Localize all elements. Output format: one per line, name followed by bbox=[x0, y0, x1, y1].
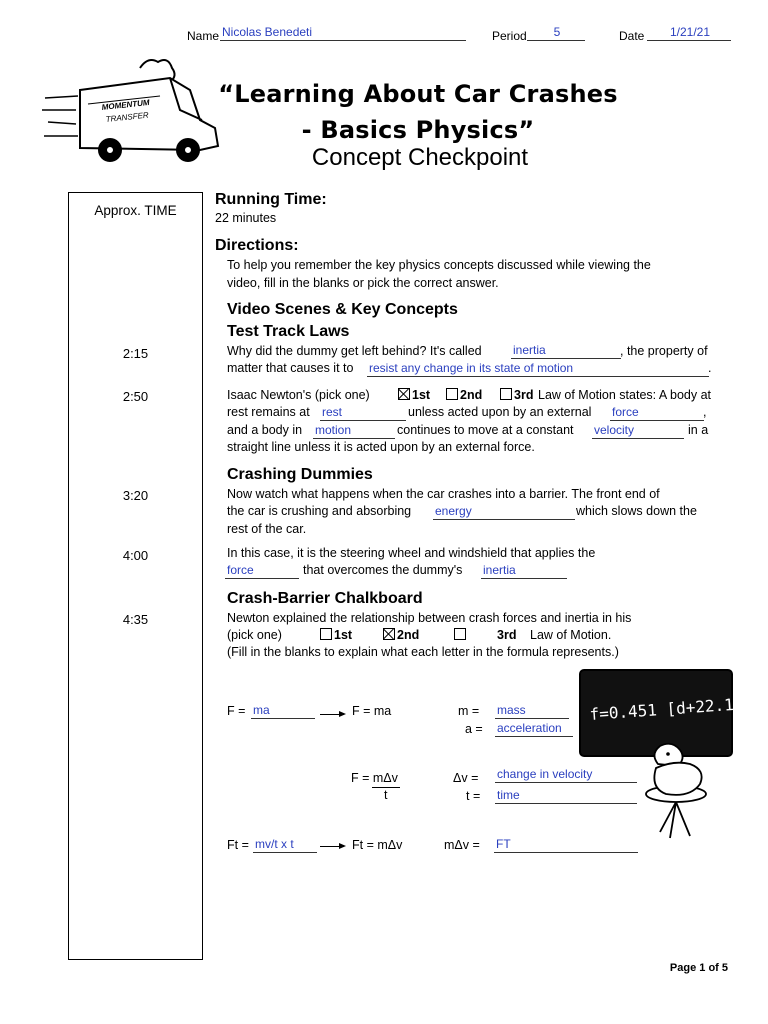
dv-label: Δv = bbox=[453, 771, 479, 785]
force-field[interactable]: force bbox=[610, 405, 704, 421]
title-line-2: - Basics Physics” bbox=[301, 116, 535, 144]
option-label: 3rd bbox=[497, 628, 517, 642]
q1-text: matter that causes it to bbox=[227, 361, 354, 375]
f-mdv-denominator: t bbox=[384, 788, 388, 802]
mdv-field[interactable]: FT bbox=[494, 837, 638, 853]
date-field[interactable]: 1/21/21 bbox=[647, 25, 731, 41]
q1-text: . bbox=[708, 361, 712, 375]
option-label: 2nd bbox=[460, 388, 483, 402]
logo-line1: MOMENTUM bbox=[101, 98, 150, 112]
checkbox[interactable] bbox=[454, 628, 466, 640]
crashing-text: Now watch what happens when the car crashes into a barrier. The front end of bbox=[227, 487, 660, 501]
checkbox[interactable] bbox=[446, 388, 458, 400]
scenes-heading: Video Scenes & Key Concepts bbox=[227, 301, 458, 318]
q2-text: , bbox=[703, 405, 707, 419]
q2-text: Law of Motion states: A body at bbox=[538, 388, 712, 402]
chalkboard-heading: Crash-Barrier Chalkboard bbox=[227, 590, 423, 607]
q1-text: , the property of bbox=[620, 344, 708, 358]
chalkboard-text: (Fill in the blanks to explain what each letter in the formula represents.) bbox=[227, 645, 619, 659]
option-label: 2nd bbox=[397, 628, 420, 642]
time-heading: Approx. TIME bbox=[94, 203, 177, 218]
crashing-dummies-heading: Crashing Dummies bbox=[227, 466, 373, 483]
directions-line: video, fill in the blanks or pick the correct answer. bbox=[227, 276, 499, 290]
resist-change-field[interactable]: resist any change in its state of motion bbox=[367, 361, 709, 377]
dv-field[interactable]: change in velocity bbox=[495, 767, 637, 783]
crashing-text: rest of the car. bbox=[227, 522, 307, 536]
name-label: Name bbox=[187, 29, 220, 43]
chalkboard-text: Law of Motion. bbox=[530, 628, 612, 642]
f-label: F = bbox=[227, 704, 246, 718]
period-label: Period bbox=[492, 29, 527, 43]
time-entry: 3:20 bbox=[122, 488, 149, 503]
subtitle: Concept Checkpoint bbox=[311, 144, 529, 171]
q2-text: unless acted upon by an external bbox=[408, 405, 592, 419]
q2-text: straight line unless it is acted upon by an external force. bbox=[227, 440, 535, 454]
velocity-field[interactable]: velocity bbox=[592, 423, 684, 439]
chalkboard-formula: f=0.451 [d+22.1 bbox=[588, 694, 735, 724]
energy-field[interactable]: energy bbox=[433, 504, 575, 520]
name-field[interactable]: Nicolas Benedeti bbox=[220, 25, 466, 41]
ft-label: Ft = bbox=[227, 838, 249, 852]
title-line-1: “Learning About Car Crashes bbox=[218, 80, 618, 108]
period-field[interactable]: 5 bbox=[527, 25, 585, 41]
t-field[interactable]: time bbox=[495, 788, 637, 804]
q2-text: rest remains at bbox=[227, 405, 310, 419]
crashing-text: which slows down the bbox=[576, 504, 697, 518]
a-label: a = bbox=[465, 722, 483, 736]
time-entry: 4:00 bbox=[122, 548, 149, 563]
checkbox[interactable] bbox=[320, 628, 332, 640]
ft-field[interactable]: mv/t x t bbox=[253, 837, 317, 853]
q2-text: and a body in bbox=[227, 423, 303, 437]
rest-field[interactable]: rest bbox=[320, 405, 406, 421]
time-column-box bbox=[68, 192, 203, 960]
option-label: 1st bbox=[412, 388, 431, 402]
running-time-heading: Running Time: bbox=[215, 191, 327, 208]
directions-heading: Directions: bbox=[215, 237, 299, 254]
option-label: 1st bbox=[334, 628, 353, 642]
checkbox-checked[interactable] bbox=[383, 628, 395, 640]
running-time-value: 22 minutes bbox=[215, 211, 277, 225]
m-field[interactable]: mass bbox=[495, 703, 569, 719]
logo-line2: TRANSFER bbox=[105, 110, 150, 124]
mdv-label: mΔv = bbox=[444, 838, 480, 852]
arrow-icon bbox=[320, 846, 344, 847]
option-3rd[interactable] bbox=[454, 627, 468, 645]
q2-text: continues to move at a constant bbox=[397, 423, 574, 437]
a-field[interactable]: acceleration bbox=[495, 721, 573, 737]
crashing-text: In this case, it is the steering wheel and windshield that applies the bbox=[227, 546, 596, 560]
chalkboard-text: Newton explained the relationship between crash forces and inertia in his bbox=[227, 611, 632, 625]
f-mdv-numerator: F = mΔv bbox=[351, 771, 398, 785]
inertia-field-2[interactable]: inertia bbox=[481, 563, 567, 579]
t-label: t = bbox=[466, 789, 481, 803]
option-1st[interactable] bbox=[320, 627, 352, 645]
crashing-text: the car is crushing and absorbing bbox=[227, 504, 412, 518]
q2-text: in a bbox=[688, 423, 709, 437]
time-entry: 2:15 bbox=[122, 346, 149, 361]
chalkboard-text: (pick one) bbox=[227, 628, 282, 642]
m-label: m = bbox=[458, 704, 480, 718]
chalkboard-dog-illustration bbox=[578, 668, 738, 846]
q2-text: Isaac Newton's (pick one) bbox=[227, 388, 370, 402]
option-label: 3rd bbox=[514, 388, 534, 402]
f-field[interactable]: ma bbox=[251, 703, 315, 719]
inertia-field[interactable]: inertia bbox=[511, 343, 621, 359]
time-entry: 2:50 bbox=[122, 389, 149, 404]
f-result: F = ma bbox=[352, 704, 392, 718]
crashing-text: that overcomes the dummy's bbox=[303, 563, 463, 577]
arrow-icon bbox=[320, 714, 344, 715]
option-1st[interactable] bbox=[398, 387, 430, 405]
ft-result: Ft = mΔv bbox=[352, 838, 403, 852]
checkbox-checked[interactable] bbox=[398, 388, 410, 400]
option-2nd[interactable] bbox=[383, 627, 419, 645]
motion-field[interactable]: motion bbox=[313, 423, 395, 439]
option-2nd[interactable] bbox=[446, 387, 482, 405]
force-field-2[interactable]: force bbox=[225, 563, 299, 579]
checkbox[interactable] bbox=[500, 388, 512, 400]
directions-line: To help you remember the key physics concepts discussed while viewing the bbox=[227, 258, 651, 272]
page-number: Page 1 of 5 bbox=[669, 962, 728, 974]
option-3rd[interactable] bbox=[500, 387, 533, 405]
test-track-heading: Test Track Laws bbox=[227, 323, 350, 340]
q1-text: Why did the dummy get left behind? It's called bbox=[227, 344, 482, 358]
time-entry: 4:35 bbox=[122, 612, 149, 627]
date-label: Date bbox=[619, 29, 645, 43]
